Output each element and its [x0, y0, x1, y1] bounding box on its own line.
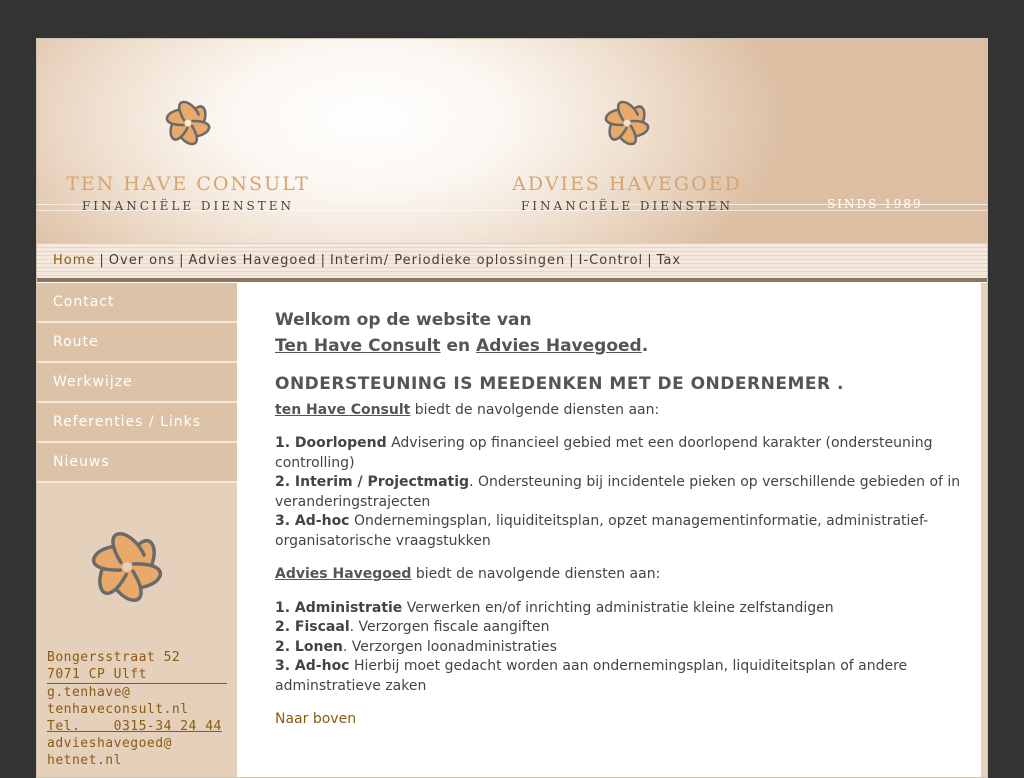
brand2-subtitle: FINANCIËLE DIENSTEN [520, 199, 734, 213]
welcome-heading: Welkom op de website van Ten Have Consult en Advies Havegoed. [275, 310, 649, 356]
sidebar-flower-logo-icon [67, 505, 187, 633]
email2-line-2[interactable]: hetnet.nl [47, 753, 122, 768]
contact-details [47, 649, 227, 769]
page [36, 38, 988, 778]
havegoed-services: 1. Administratie Verwerken en/of inrichting administratie kleine zelfstandigen 2. Fiscaal. Verzorgen fiscale aangiften 2. Lonen. Verzorgen loonadministraties 3. Ad-hoc Hierbij moet gedacht worden aan ondernemingsplan, liquiditeitsplan of andere adminstratieve zaken [275, 599, 908, 694]
nav-i-control[interactable]: I-Control [578, 253, 644, 268]
brand1-name: TEN HAVE CONSULT [66, 173, 310, 195]
ten-have-consult-link[interactable]: Ten Have Consult [275, 336, 441, 356]
main-content [275, 307, 965, 744]
havegoed-intro: Advies Havegoed biedt de navolgende diensten aan: [275, 566, 661, 582]
phone-link[interactable]: Tel. 0315-34 24 44 [47, 719, 222, 734]
nav-over-ons[interactable]: Over ons [108, 253, 176, 268]
nav-advies-havegoed[interactable]: Advies Havegoed [188, 253, 317, 268]
address-postcode-link[interactable]: 7071 CP Ulft [47, 666, 227, 684]
advies-havegoed-brand[interactable] [507, 83, 747, 213]
email-line-1[interactable]: g.tenhave@ [47, 685, 131, 700]
top-navigation: Home | Over ons | Advies Havegoed | Interim/ Periodieke oplossingen | I-Control | Tax [37, 243, 987, 282]
havegoed-intro-link[interactable]: Advies Havegoed [275, 566, 412, 582]
brand1-subtitle: FINANCIËLE DIENSTEN [81, 199, 295, 213]
sidebar-item-werkwijze[interactable]: Werkwijze [37, 363, 237, 403]
header-banner [37, 39, 987, 243]
tagline-heading: ONDERSTEUNING IS MEEDENKEN MET DE ONDERNEMER . [275, 374, 844, 394]
sidebar-item-referenties[interactable]: Referenties / Links [37, 403, 237, 443]
brand2-name: ADVIES HAVEGOED [512, 173, 742, 195]
email-line-2[interactable]: tenhaveconsult.nl [47, 702, 189, 717]
sidebar-item-contact[interactable]: Contact [37, 283, 237, 323]
ten-have-services: 1. Doorlopend Advisering op financieel gebied met een doorlopend karakter (ondersteuning controlling) 2. Interim / Projectmatig. Ondersteuning bij incidentele pieken op verschillende gebieden of in veranderingstrajecten 3. Ad-hoc Ondernemingsplan, liquiditeitsplan, opzet managementinformatie, administratief-organisatorische vraagstukken [275, 435, 961, 549]
flower-logo-icon [587, 83, 667, 163]
sidebar-item-route[interactable]: Route [37, 323, 237, 363]
back-to-top-link[interactable]: Naar boven [275, 711, 357, 727]
nav-tax[interactable]: Tax [656, 253, 682, 268]
email2-line-1[interactable]: advieshavegoed@ [47, 736, 172, 751]
nav-home[interactable]: Home [53, 253, 96, 268]
advies-havegoed-link[interactable]: Advies Havegoed [476, 336, 642, 356]
ten-have-intro: ten Have Consult biedt de navolgende diensten aan: [275, 401, 660, 418]
ten-have-intro-link[interactable]: ten Have Consult [275, 401, 411, 418]
sidebar [37, 283, 237, 778]
nav-interim[interactable]: Interim/ Periodieke oplossingen [329, 253, 566, 268]
flower-logo-icon [148, 83, 228, 163]
address-street: Bongersstraat 52 [47, 650, 181, 665]
ten-have-consult-brand[interactable] [63, 83, 313, 213]
since-tagline: SINDS 1989 [827, 197, 923, 211]
sidebar-item-nieuws[interactable]: Nieuws [37, 443, 237, 483]
